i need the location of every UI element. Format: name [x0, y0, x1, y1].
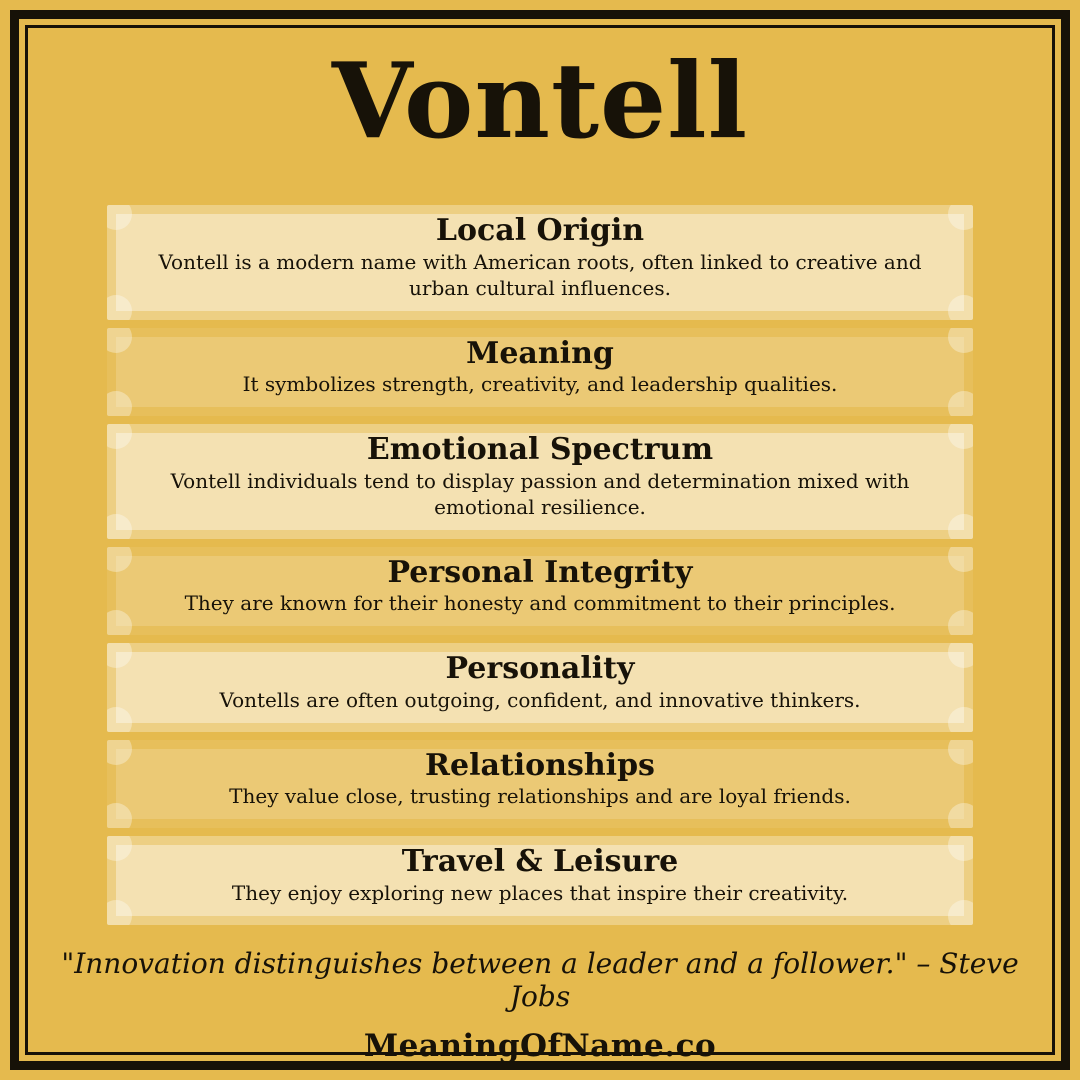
card-description: They are known for their honesty and commitment to their principles. [184, 591, 896, 616]
card-heading: Local Origin [435, 213, 645, 249]
info-card [107, 424, 973, 539]
card-description: It symbolizes strength, creativity, and leadership qualities. [242, 372, 838, 397]
info-card-body [116, 337, 964, 408]
corner-dot-icon [948, 803, 973, 828]
info-card-list [107, 205, 973, 925]
card-heading: Personal Integrity [387, 554, 693, 590]
info-card [107, 205, 973, 320]
info-card [107, 740, 973, 829]
card-description: Vontell is a modern name with American roots, often linked to creative and urban cultural influences. [158, 249, 922, 300]
quote-text: "Innovation distinguishes between a leader and a follower." – Steve Jobs [61, 946, 1019, 1014]
corner-dot-icon [948, 707, 973, 732]
card-description: Vontells are often outgoing, confident, and innovative thinkers. [219, 687, 861, 712]
card-heading: Meaning [466, 335, 614, 371]
info-card [107, 328, 973, 417]
card-heading: Personality [445, 651, 635, 687]
info-card-body [116, 556, 964, 627]
site-name: MeaningOfName.co [363, 1027, 717, 1064]
corner-dot-icon [948, 514, 973, 539]
info-card-body [116, 652, 964, 723]
corner-dot-icon [948, 295, 973, 320]
page-title: Vontell [331, 39, 749, 162]
card-heading: Relationships [425, 747, 655, 783]
info-card-body [116, 214, 964, 311]
info-card-body [116, 845, 964, 916]
info-card [107, 643, 973, 732]
card-description: Vontell individuals tend to display passion and determination mixed with emotional resilience. [170, 468, 910, 519]
info-card-body [116, 433, 964, 530]
corner-dot-icon [948, 391, 973, 416]
corner-dot-icon [948, 900, 973, 925]
card-heading: Travel & Leisure [401, 844, 679, 880]
info-card-body [116, 749, 964, 820]
card-heading: Emotional Spectrum [366, 432, 714, 468]
card-description: They enjoy exploring new places that inspire their creativity. [231, 880, 849, 905]
info-card [107, 547, 973, 636]
info-card [107, 836, 973, 925]
corner-dot-icon [948, 610, 973, 635]
poster-content [28, 28, 1052, 1064]
card-description: They value close, trusting relationships and are loyal friends. [229, 784, 851, 809]
